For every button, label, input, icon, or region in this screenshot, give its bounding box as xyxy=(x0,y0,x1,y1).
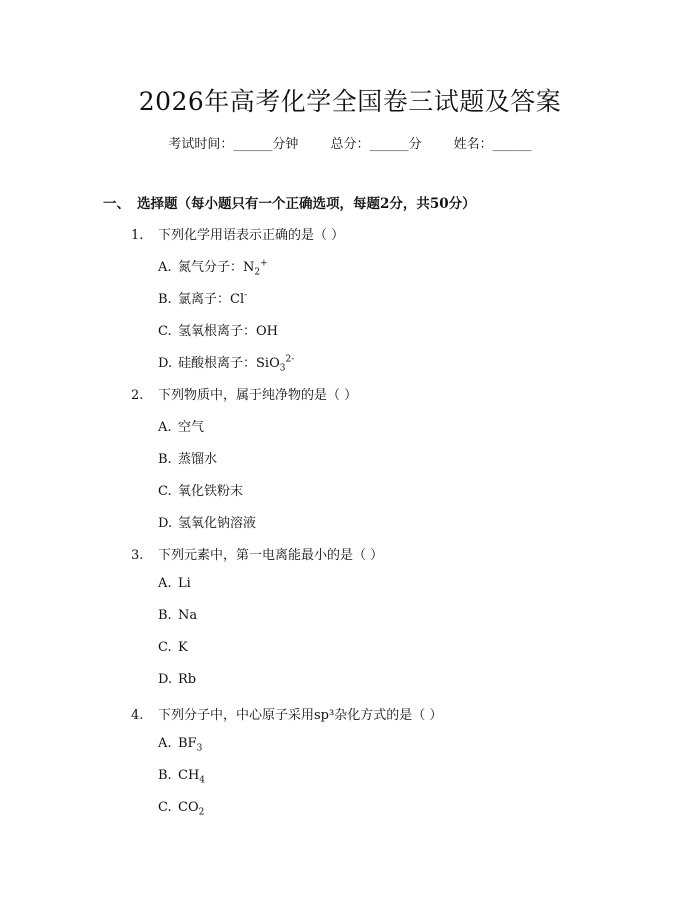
question-stem: 下列分子中，中心原子采用sp³杂化方式的是（ ） xyxy=(158,708,443,723)
option-subscript: 3 xyxy=(196,743,203,754)
option-1a xyxy=(158,256,268,278)
option-2a xyxy=(158,416,204,435)
option-text: 氮气分子：N xyxy=(178,260,255,275)
option-letter: D. xyxy=(158,356,173,371)
option-1b xyxy=(158,288,247,307)
option-text: K xyxy=(178,640,188,655)
option-letter: A. xyxy=(158,736,172,751)
exam-time-field: 考试时间：______分钟 xyxy=(168,137,299,152)
question-stem: 下列物质中，属于纯净物的是（ ） xyxy=(158,388,358,403)
option-letter: B. xyxy=(158,608,172,623)
option-letter: B. xyxy=(158,452,172,467)
option-letter: C. xyxy=(158,640,172,655)
section-title: 选择题（每小题只有一个正确选项，每题2分，共50分） xyxy=(137,196,476,212)
question-2 xyxy=(131,384,357,403)
question-stem: 下列化学用语表示正确的是（ ） xyxy=(158,228,345,243)
question-number: 4. xyxy=(131,708,144,723)
option-1c xyxy=(158,320,278,339)
option-letter: C. xyxy=(158,324,172,339)
option-letter: A. xyxy=(158,576,172,591)
option-text: 氧化铁粉末 xyxy=(178,484,244,499)
question-1 xyxy=(131,224,344,243)
option-text: 氢氧化钠溶液 xyxy=(178,516,257,531)
option-text: 硅酸根离子：SiO xyxy=(178,356,280,371)
option-2b xyxy=(158,448,217,467)
option-subscript: 4 xyxy=(199,775,206,786)
section-number: 一、 xyxy=(103,196,130,212)
name-field: 姓名：______ xyxy=(453,137,532,152)
option-2c xyxy=(158,480,243,499)
question-3 xyxy=(131,544,383,563)
option-1d xyxy=(158,352,294,374)
option-superscript: 2- xyxy=(285,354,295,365)
option-letter: B. xyxy=(158,292,172,307)
option-letter: A. xyxy=(158,260,172,275)
option-letter: C. xyxy=(158,800,172,815)
option-text: 氢氧根离子：OH xyxy=(178,324,278,339)
exam-info-line xyxy=(0,133,700,152)
option-3c xyxy=(158,640,188,655)
option-letter: D. xyxy=(158,672,173,687)
option-2d xyxy=(158,512,256,531)
option-4b xyxy=(158,768,205,786)
option-text: Li xyxy=(178,576,191,591)
option-text: Rb xyxy=(178,672,197,687)
option-4a xyxy=(158,736,202,754)
option-letter: A. xyxy=(158,420,172,435)
option-text: CO xyxy=(178,800,199,815)
option-letter: B. xyxy=(158,768,172,783)
option-text: 氯离子：Cl xyxy=(178,292,245,307)
total-score-field: 总分：______分 xyxy=(330,137,422,152)
question-stem: 下列元素中，第一电离能最小的是（ ） xyxy=(158,548,384,563)
option-superscript: - xyxy=(244,290,248,301)
option-text: 蒸馏水 xyxy=(178,452,218,467)
question-number: 3. xyxy=(131,548,144,563)
question-number: 2. xyxy=(131,388,144,403)
option-text: 空气 xyxy=(178,420,205,435)
option-subscript: 2 xyxy=(198,807,205,818)
option-subscript: 3 xyxy=(279,363,286,374)
question-4 xyxy=(131,704,442,723)
option-3a xyxy=(158,576,191,591)
question-number: 1. xyxy=(131,228,144,243)
page-title: 2026年高考化学全国卷三试题及答案 xyxy=(138,87,562,116)
section-heading xyxy=(103,192,476,212)
option-3b xyxy=(158,608,197,623)
option-4c xyxy=(158,800,204,818)
option-letter: C. xyxy=(158,484,172,499)
option-text: BF xyxy=(178,736,197,751)
option-subscript: 2 xyxy=(254,267,261,278)
option-superscript: + xyxy=(260,258,268,269)
option-text: Na xyxy=(178,608,198,623)
option-letter: D. xyxy=(158,516,173,531)
option-3d xyxy=(158,672,196,687)
option-text: CH xyxy=(178,768,200,783)
